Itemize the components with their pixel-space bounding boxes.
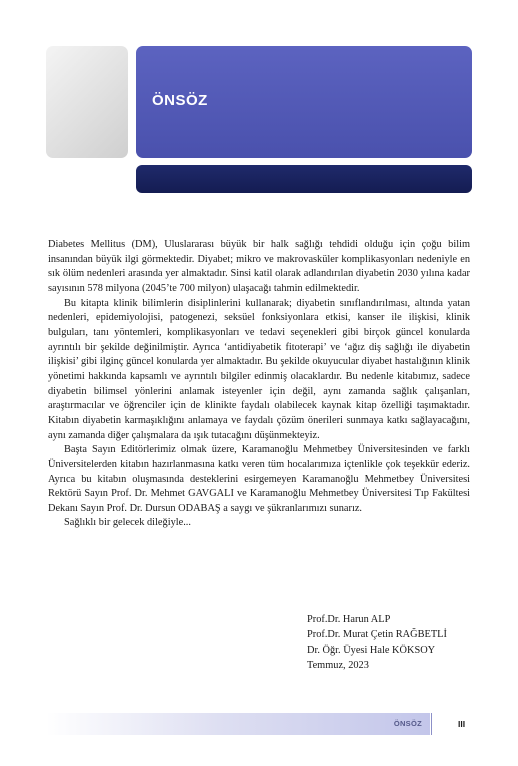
paragraph-3: Başta Sayın Editörlerimiz olmak üzere, Karamanoğlu Mehmetbey Üniversitesinden ve farklı Üniversitelerden kitabın hazırlanmasına katkı veren tüm hocalarımıza içtenlikle çok teşekkür ederiz. Ayrıca bu kitabın oluşmasında desteklerini esirgemeyen Karamanoğlu Mehmetbey Üniversitesi Rektörü Sayın Prof. Dr. Mehmet GAVGALI ve Karamanoğlu Mehmetbey Üniversitesi Tıp Fakültesi Dekanı Sayın Prof. Dr. Dursun ODABAŞ a saygı ve şükranlarımızı sunarız.	[48, 444, 470, 514]
signature-block	[307, 612, 447, 673]
chapter-title-box	[136, 46, 472, 158]
footer-divider	[431, 713, 432, 735]
paragraph-2: Bu kitapta klinik bilimlerin disiplinlerini kullanarak; diyabetin sınıflandırılması, altında yatan nedenleri, epidemiyolojisi, patogenezi, seksüel fonksiyonlara etkisi, kanser ile ilişkisi, klinik bulguları, tanı yöntemleri, komplikasyonları ve tedavi seçenekleri gibi birçok güncel konularda ayrıntılı bir şekilde değinilmiştir. Ayrıca ‘antidiyabetik fitoterapi’ ve ‘ağız diş sağlığı ile diyabetin ilişkisi’ gibi ilginç güncel konularda yer almaktadır. Bu şekilde okuyucular diyabet hastalığının klinik yönetimi hakkında kapsamlı ve ayrıntılı bilgiler edinmiş olacaklardır. Bu nedenle kitabımız, sadece diyabetin bilimsel yönlerini anlamak isteyenler için değil, aynı zamanda sağlık çalışanları, araştırmacılar ve öğrenciler için de klinikte faydalı olabilecek kaynak kitap özelliği taşımaktadır. Kitabın diyabetin karmaşıklığını anlamaya ve faydalı çözüm önerileri sunmaya katkı sağlayacağını, aynı zamanda diğer çalışmalara da ışık tutacağını düşünmekteyiz.	[48, 297, 470, 441]
signature-author-3: Dr. Öğr. Üyesi Hale KÖKSOY	[307, 644, 436, 656]
page-number: III	[458, 719, 466, 729]
chapter-title: ÖNSÖZ	[152, 92, 208, 109]
paragraph-1: Diabetes Mellitus (DM), Uluslararası büyük bir halk sağlığı tehdidi olduğu için çoğu bilim insanından büyük ilgi görmektedir. Diyabet; mikro ve makrovasküler komplikasyonları nedeniyle en sık ölüm nedenleri arasında yer almaktadır. Sinsi katil olarak adlandırılan diyabetin 2030 yılına kadar sayısının 578 milyona (2045’te 700 milyon) ulaşacağı tahmin edilmektedir.	[48, 239, 470, 294]
paragraph-4: Sağlıklı bir gelecek dileğiyle...	[64, 517, 191, 529]
decorative-grey-tab	[46, 46, 128, 158]
decorative-navy-bar	[136, 165, 472, 193]
signature-author-1: Prof.Dr. Harun ALP	[307, 614, 391, 625]
footer-bar	[46, 713, 430, 735]
foreword-body	[48, 238, 470, 531]
signature-author-2: Prof.Dr. Murat Çetin RAĞBETLİ	[307, 629, 447, 641]
footer-section-label: ÖNSÖZ	[393, 719, 422, 728]
signature-date: Temmuz, 2023	[307, 659, 369, 671]
